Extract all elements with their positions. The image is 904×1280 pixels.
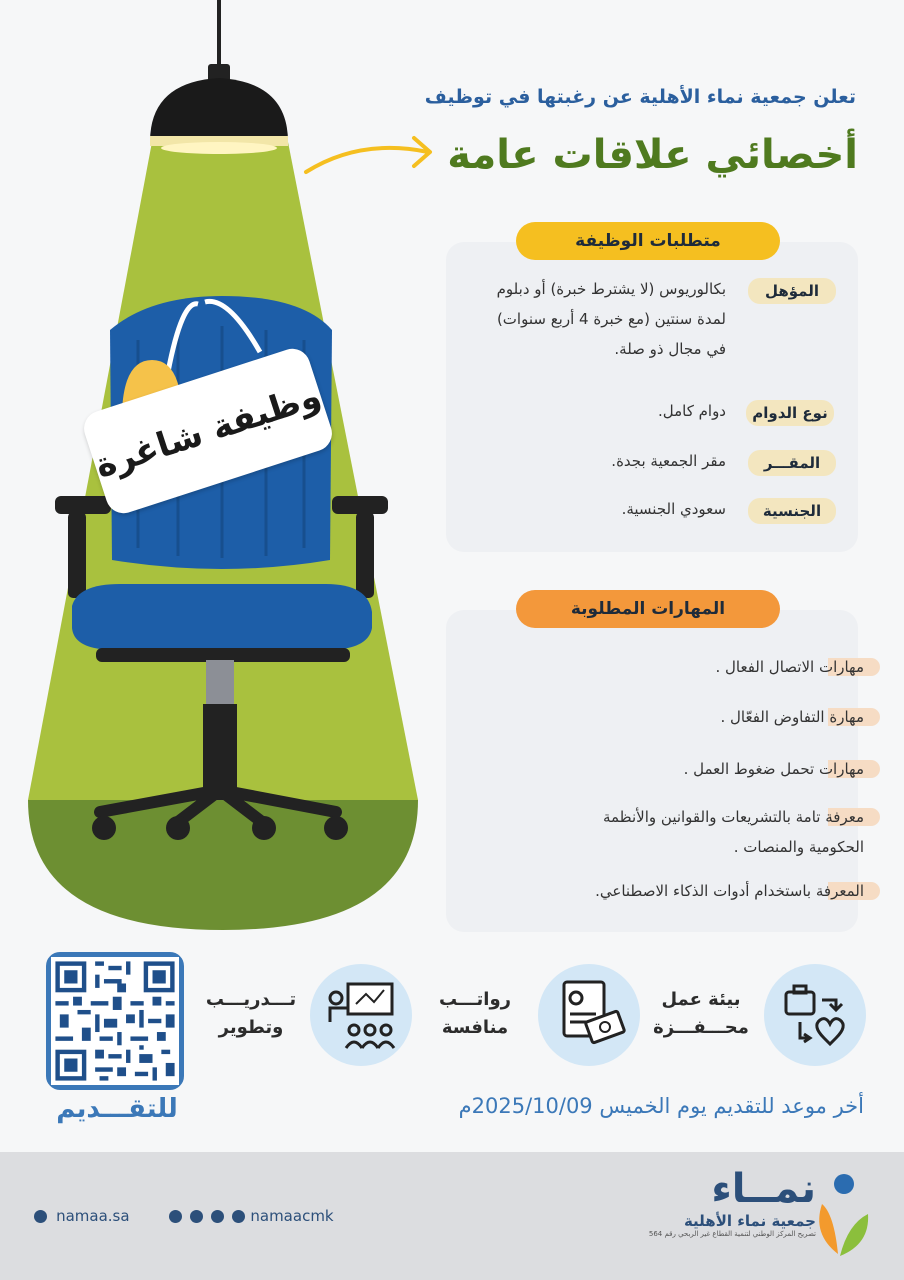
vacancy-sign-text: وظيفة شاغرة	[90, 375, 326, 487]
website-text[interactable]: namaa.sa	[56, 1207, 130, 1225]
briefcase-heart-icon	[764, 964, 866, 1066]
skill-item: مهارات الاتصال الفعال .	[500, 652, 880, 682]
qr-code-frame[interactable]	[46, 952, 184, 1090]
qr-code-icon[interactable]	[51, 957, 179, 1085]
facebook-icon[interactable]	[190, 1210, 203, 1223]
chair-arm-right	[332, 496, 388, 514]
logo-subtitle: جمعية نماء الأهلية	[683, 1212, 816, 1230]
salaries-icon-circle	[538, 964, 640, 1066]
instagram-icon[interactable]	[211, 1210, 224, 1223]
feature-salaries: رواتـــب منافسة	[439, 989, 511, 1038]
apply-label[interactable]: للتقـــديم	[56, 1094, 178, 1124]
x-icon[interactable]	[169, 1210, 182, 1223]
lamp-shade	[150, 78, 288, 142]
qualification-value: بكالوريوس (لا يشترط خبرة) أو دبلوم لمدة سنتين (مع خبرة 4 أربع سنوات) في مجال ذو صلة.	[496, 280, 726, 358]
nationality-value: سعودي الجنسية.	[621, 500, 726, 518]
skill-item: معرفة تامة بالتشريعات والقوانين والأنظمة الحكومية والمنصات .	[500, 802, 880, 862]
skills-title: المهارات المطلوبة	[516, 590, 780, 628]
work-type-label: نوع الدوام	[746, 400, 834, 426]
training-icon-circle	[310, 964, 412, 1066]
location-label: المقـــر	[748, 450, 836, 476]
logo-name: نمــاء	[711, 1166, 816, 1212]
logo-license: تصريح المركز الوطني لتنمية القطاع غير الربحي رقم 564	[648, 1230, 816, 1238]
job-title: أخصائي علاقات عامة	[447, 132, 858, 178]
globe-icon	[34, 1210, 47, 1223]
social-handle[interactable]: namaacmk	[250, 1207, 334, 1225]
feature-work-environment: بيئة عمل محـــفـــزة	[653, 989, 749, 1038]
work-type-value: دوام كامل.	[657, 402, 726, 420]
chair-seat	[72, 584, 372, 650]
floor-light	[28, 800, 418, 930]
deadline-text: أخر موعد للتقديم يوم الخميس 2025/10/09م	[458, 1094, 864, 1118]
logo-text-block	[626, 1166, 816, 1238]
requirements-title: متطلبات الوظيفة	[516, 222, 780, 260]
skill-item: المعرفة باستخدام أدوات الذكاء الاصطناعي.	[500, 876, 880, 906]
feature-training: تـــدريـــب وتطوير	[205, 989, 297, 1038]
nationality-label: الجنسية	[748, 498, 836, 524]
work-environment-icon-circle	[764, 964, 866, 1066]
chair-arm-left	[55, 496, 111, 514]
intro-text: تعلن جمعية نماء الأهلية عن رغبتها في توظيف	[424, 86, 856, 108]
website-link[interactable]	[34, 1206, 130, 1225]
documents-money-icon	[538, 964, 640, 1066]
youtube-icon[interactable]	[232, 1210, 245, 1223]
location-value: مقر الجمعية بجدة.	[611, 452, 726, 470]
social-links[interactable]	[166, 1206, 334, 1225]
qualification-label: المؤهل	[748, 278, 836, 304]
training-presentation-icon	[310, 964, 412, 1066]
skill-item: مهارة التفاوض الفعّال .	[500, 702, 880, 732]
namaa-logo-icon	[808, 1170, 872, 1260]
skill-item: مهارات تحمل ضغوط العمل .	[500, 754, 880, 784]
arrow-icon	[300, 130, 440, 180]
